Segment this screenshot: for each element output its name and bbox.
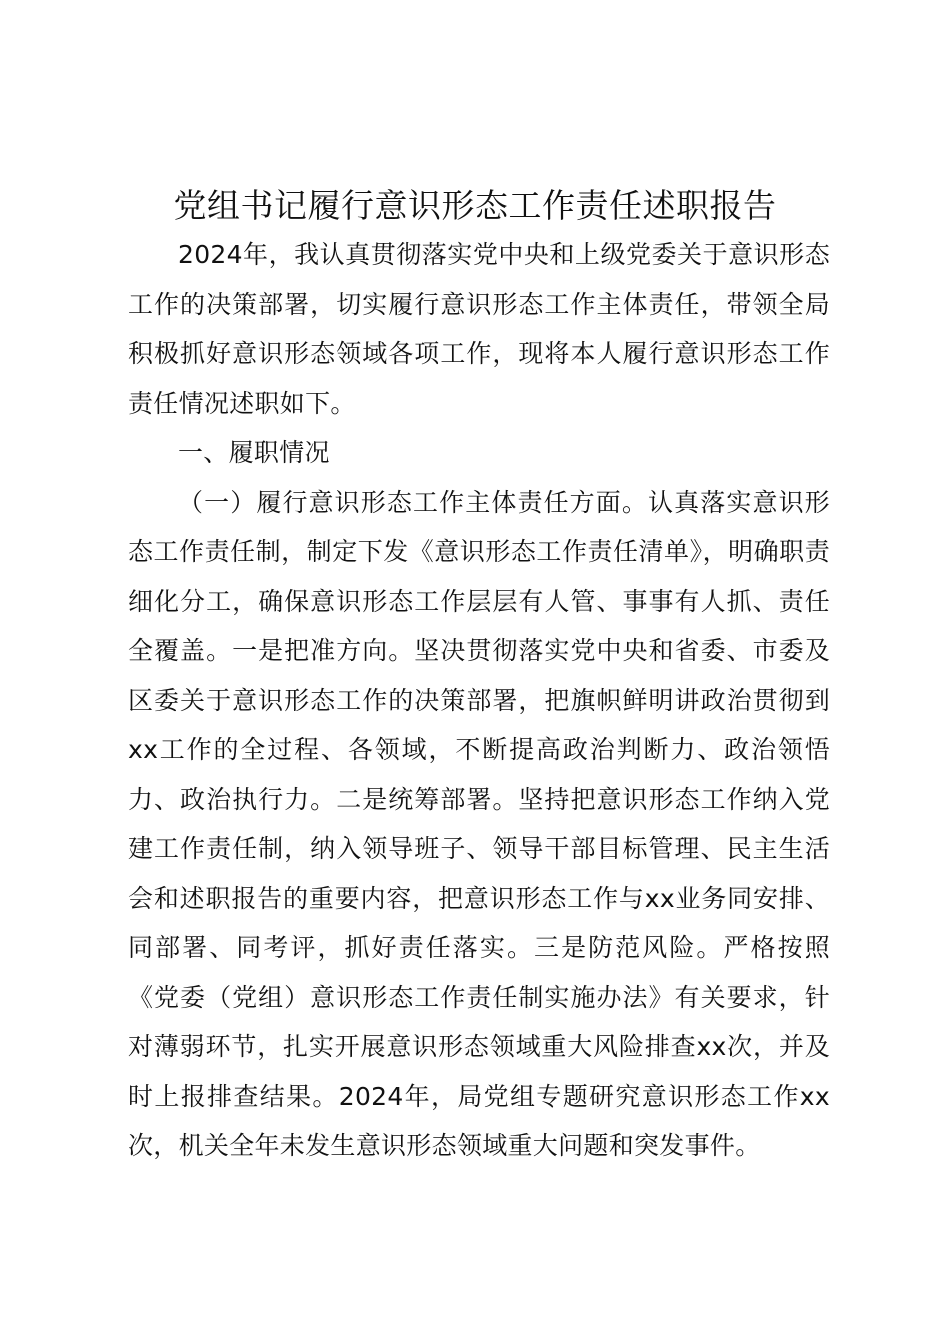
intro-paragraph: 2024年，我认真贯彻落实党中央和上级党委关于意识形态工作的决策部署，切实履行意识形态工作主体责任，带领全局积极抓好意识形态领域各项工作，现将本人履行意识形态工作责任情况述职如下。: [128, 240, 830, 418]
document-body: [128, 230, 830, 1171]
document-title: 党组书记履行意识形态工作责任述职报告: [173, 186, 777, 225]
section-paragraph: （一）履行意识形态工作主体责任方面。认真落实意识形态工作责任制，制定下发《意识形态工作责任清单》，明确职责细化分工，确保意识形态工作层层有人管、事事有人抓、责任全覆盖。一是把准方向。坚决贯彻落实党中央和省委、市委及区委关于意识形态工作的决策部署，把旗帜鲜明讲政治贯彻到xx工作的全过程、各领域，不断提高政治判断力、政治领悟力、政治执行力。二是统筹部署。坚持把意识形态工作纳入党建工作责任制，纳入领导班子、领导干部目标管理、民主生活会和述职报告的重要内容，把意识形态工作与xx业务同安排、同部署、同考评，抓好责任落实。三是防范风险。严格按照《党委（党组）意识形态工作责任制实施办法》有关要求，针对薄弱环节，扎实开展意识形态领域重大风险排查xx次，并及时上报排查结果。2024年，局党组专题研究意识形态工作xx次，机关全年未发生意识形态领域重大问题和突发事件。: [128, 487, 830, 1160]
section-heading: 一、履职情况: [178, 438, 330, 467]
